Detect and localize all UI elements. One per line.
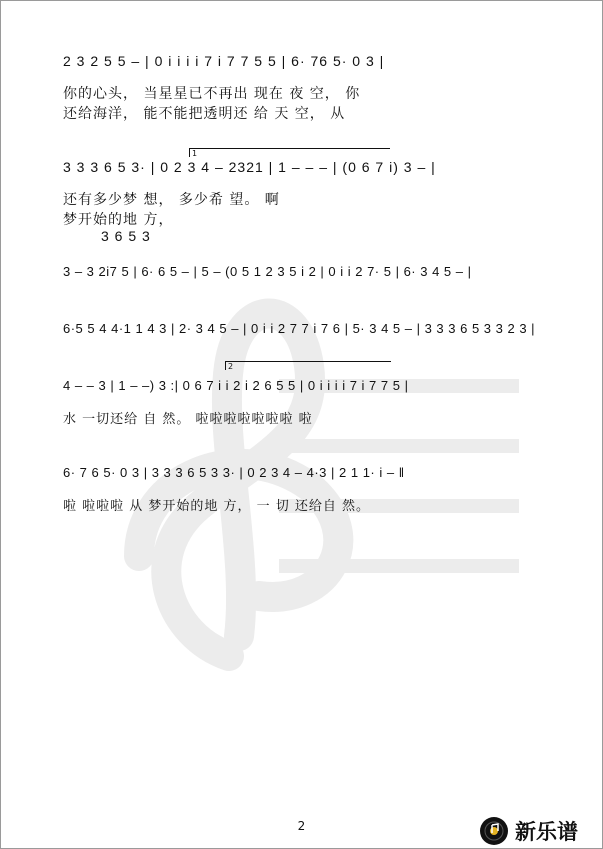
volta-label-2: 2: [228, 362, 234, 371]
volta-bracket-1: [189, 148, 390, 157]
volta-bracket-2: [225, 361, 391, 370]
score-row-3-notes: 3 – 3 2i7 5 | 6· 6 5 – | 5 – (0 5 1 2 3 5 i 2 | 0 i i 2 7· 5 | 6· 3 4 5 – |: [63, 264, 472, 279]
score-row-2-notes: 3 3 3 6 5 3· | 0 2 3 4 – 2321 | 1 – – – | (0 6 7 i) 3 – |: [63, 159, 436, 175]
score-row-2-lyric-1: 还有多少梦 想， 多少希 望。 啊: [63, 192, 280, 208]
score-row-6-lyric-1: 啦 啦啦啦 从 梦开始的地 方， 一 切 还给自 然。: [63, 499, 371, 514]
score-row-5-notes: 4 – – 3 | 1 – –) 3 :| 0 6 7 i i 2 i 2 6 5 5 | 0 i i i i 7 i 7 7 5 |: [63, 378, 409, 393]
score-row-3-above-notes: 3 6 5 3: [101, 228, 151, 244]
score-row-5-lyric-1: 水 一切还给 自 然。 啦啦啦啦啦啦啦 啦: [63, 412, 313, 427]
site-logo: [479, 815, 599, 847]
score-row-1-notes: 2 3 2 5 5 – | 0 i i i i 7 i 7 7 5 5 | 6· 76 5· 0 3 |: [63, 53, 385, 69]
score-row-2-lyric-2: 梦开始的地 方，: [63, 212, 174, 228]
volta-label-1: 1: [192, 149, 198, 158]
vinyl-record-icon: [479, 816, 509, 846]
score-row-1-lyric-1: 你的心头， 当星星已不再出 现在 夜 空， 你: [63, 86, 361, 102]
score-row-1-lyric-2: 还给海洋， 能不能把透明还 给 天 空， 从: [63, 106, 346, 122]
page-number: 2: [297, 819, 306, 833]
logo-text: 新乐谱: [515, 820, 578, 844]
score-row-6-notes: 6· 7 6 5· 0 3 | 3 3 3 6 5 3 3· | 0 2 3 4 – 4·3 | 2 1 1· i – ‖: [63, 465, 405, 480]
score-row-4-notes: 6·5 5 4 4·1 1 4 3 | 2· 3 4 5 – | 0 i i 2 7 7 i 7 6 | 5· 3 4 5 – | 3 3 3 6 5 3 3 2 3 |: [63, 321, 536, 336]
